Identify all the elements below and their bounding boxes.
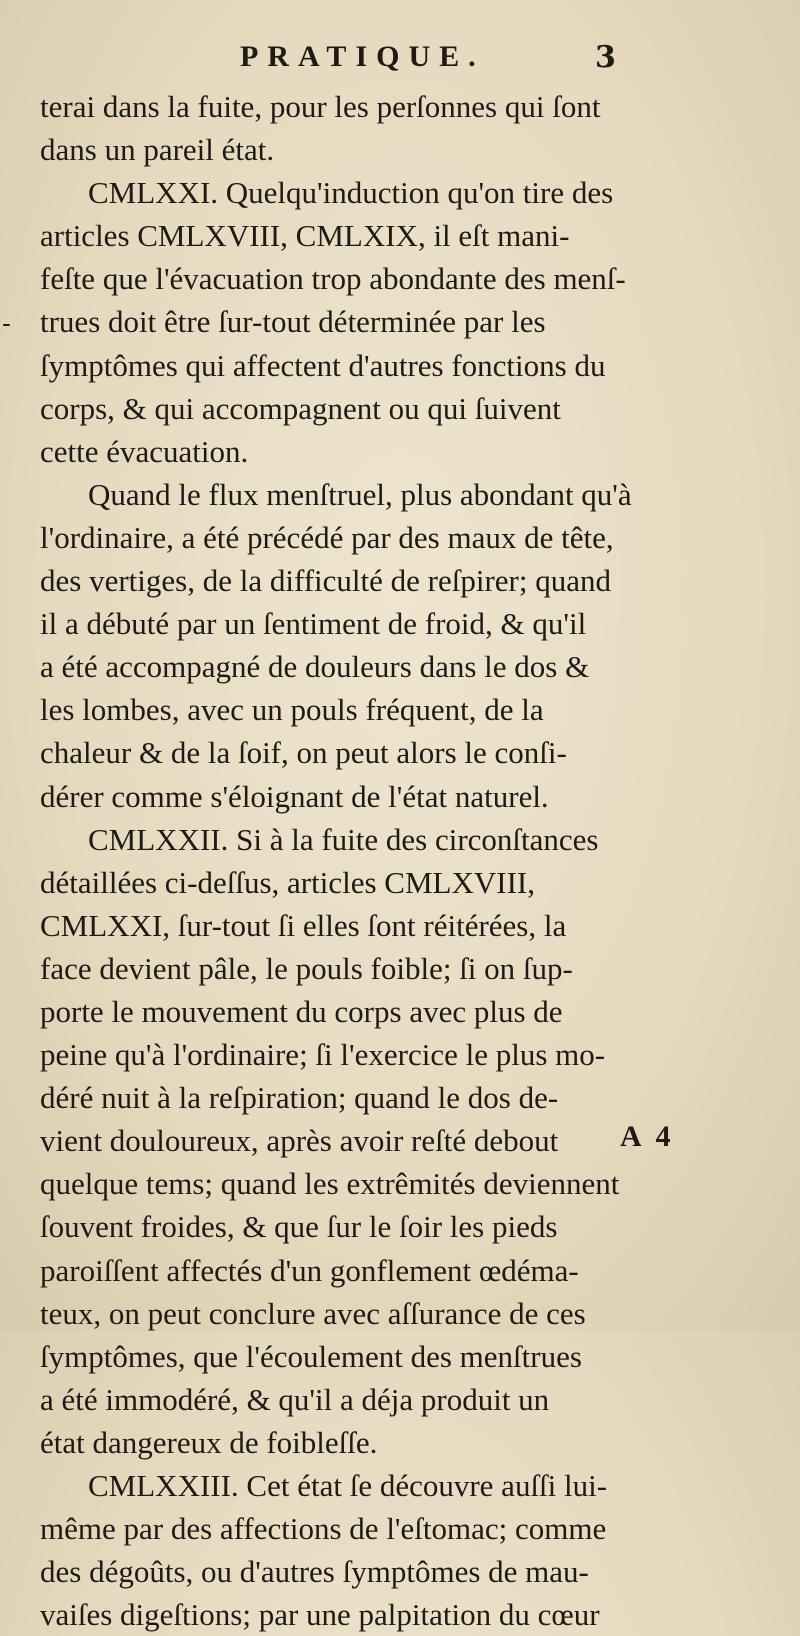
text-line: vient douloureux, après avoir reſté debout	[40, 1123, 559, 1159]
text-line: quelque tems; quand les extrêmités deviennent	[40, 1166, 620, 1202]
text-line: teux, on peut conclure avec aſſurance de ces	[40, 1295, 586, 1331]
text-line: des dégoûts, ou d'autres ſymptômes de mau-	[40, 1554, 589, 1590]
text-line: Quand le flux menſtruel, plus abondant qu'à	[88, 476, 632, 512]
text-line: ſymptômes, que l'écoulement des menſtrues	[40, 1338, 582, 1374]
text-line: CMLXXII. Si à la fuite des circonſtances	[88, 821, 599, 857]
running-title: PRATIQUE.	[240, 40, 485, 73]
body-text	[40, 85, 770, 1636]
text-line: détaillées ci-deſſus, articles CMLXVIII,	[40, 864, 535, 900]
text-line: articles CMLXVIII, CMLXIX, il eſt mani-	[40, 218, 570, 254]
text-line: déré nuit à la reſpiration; quand le dos de-	[40, 1080, 559, 1116]
text-line: CMLXXI. Quelqu'induction qu'on tire des	[88, 175, 614, 211]
page-mark: 3	[595, 40, 616, 75]
text-line: dans un pareil état.	[40, 132, 275, 168]
text-line: porte le mouvement du corps avec plus de	[40, 993, 563, 1029]
text-line: a été accompagné de douleurs dans le dos &	[40, 649, 590, 685]
text-line: CMLXXIII. Cet état ſe découvre auſſi lui-	[88, 1468, 608, 1503]
text-line: état dangereux de foibleſſe.	[40, 1424, 378, 1460]
text-line: vaiſes digeſtions; par une palpitation du cœur	[40, 1597, 600, 1633]
text-line: ſymptômes qui affectent d'autres fonctions du	[40, 347, 606, 383]
text-line: trues doit être ſur-tout déterminée par les	[40, 304, 546, 340]
text-line: il a débuté par un ſentiment de froid, & qu'il	[40, 606, 587, 642]
text-line: face devient pâle, le pouls foible; ſi on ſup-	[40, 950, 573, 986]
text-line: les lombes, avec un pouls fréquent, de la	[40, 692, 544, 728]
page-header	[40, 40, 760, 90]
text-line: cette évacuation.	[40, 433, 249, 469]
text-line: même par des affections de l'eſtomac; comme	[40, 1511, 607, 1547]
text-line: corps, & qui accompagnent ou qui ſuivent	[40, 390, 561, 426]
text-line: des vertiges, de la difficulté de reſpirer; quand	[40, 563, 611, 599]
signature-mark: A 4	[620, 1120, 675, 1153]
text-line: chaleur & de la ſoif, on peut alors le conſi-	[40, 735, 567, 771]
text-line: terai dans la fuite, pour les perſonnes qui ſont	[40, 89, 601, 124]
text-line: ſouvent froides, & que ſur le ſoir les pieds	[40, 1209, 558, 1245]
text-line: CMLXXI, ſur-tout ſi elles ſont réitérées, la	[40, 907, 567, 943]
text-line: peine qu'à l'ordinaire; ſi l'exercice le plus mo-	[40, 1037, 606, 1073]
text-line: a été immodéré, & qu'il a déja produit un	[40, 1381, 550, 1417]
margin-mark: -	[2, 309, 11, 339]
text-line: paroiſſent affectés d'un gonflement œdéma-	[40, 1252, 579, 1288]
text-line: dérer comme s'éloignant de l'état naturel.	[40, 778, 549, 814]
text-line: feſte que l'évacuation trop abondante des menſ-	[40, 261, 626, 297]
text-line: l'ordinaire, a été précédé par des maux de tête,	[40, 519, 614, 555]
